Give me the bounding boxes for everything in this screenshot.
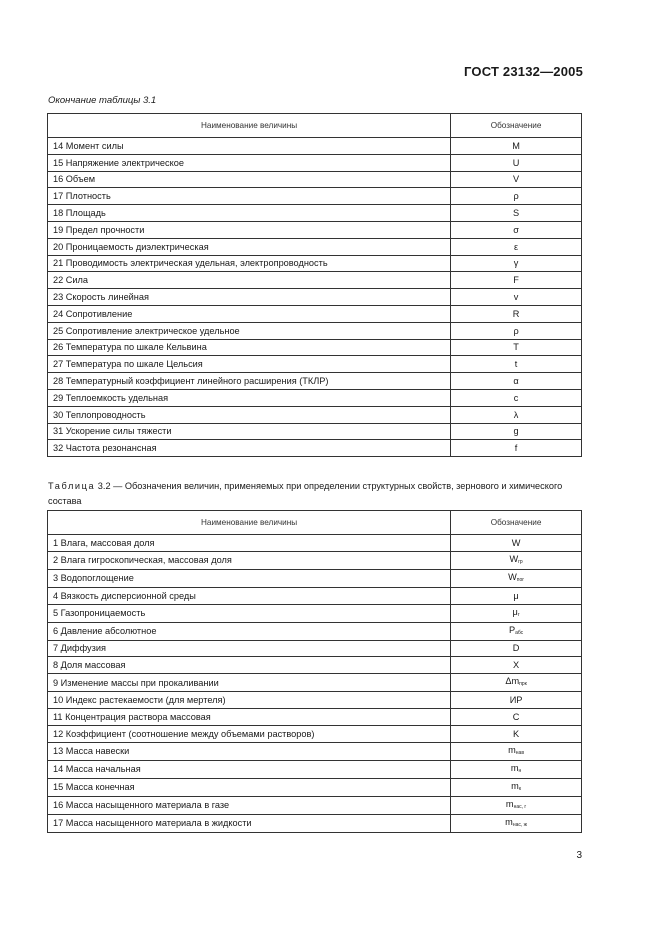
quantity-symbol — [451, 692, 582, 709]
table-row — [48, 138, 582, 155]
quantity-symbol — [451, 569, 582, 587]
quantity-name: 21 Проводимость электрическая удельная, электропроводность — [48, 255, 451, 272]
table-row — [48, 423, 582, 440]
symbol-main: W — [508, 571, 517, 582]
table-row — [48, 356, 582, 373]
symbol-subscript: нас, ж — [512, 821, 527, 828]
quantity-name: 23 Скорость линейная — [48, 289, 451, 306]
quantity-name: 9 Изменение массы при прокаливании — [48, 674, 451, 692]
column-header-name: Наименование величины — [48, 114, 451, 138]
quantity-symbol — [451, 154, 582, 171]
quantity-name: 26 Температура по шкале Кельвина — [48, 339, 451, 356]
quantity-name: 24 Сопротивление — [48, 305, 451, 322]
quantity-name: 13 Масса навески — [48, 742, 451, 760]
column-header-symbol: Обозначение — [451, 511, 582, 535]
table-row — [48, 255, 582, 272]
symbol-main: m — [505, 798, 514, 809]
symbol-main: m — [510, 762, 519, 773]
symbol-main: m — [511, 780, 519, 791]
quantity-symbol — [451, 760, 582, 778]
quantity-name: 6 Давление абсолютное — [48, 622, 451, 640]
symbol-main: g — [513, 426, 519, 437]
quantity-symbol — [451, 255, 582, 272]
quantity-name: 30 Теплопроводность — [48, 406, 451, 423]
table-row — [48, 657, 582, 674]
table1-caption: Окончание таблицы 3.1 — [48, 95, 157, 106]
symbol-subscript: нав — [515, 749, 524, 756]
symbol-main: T — [513, 342, 519, 353]
quantity-symbol — [451, 535, 582, 552]
symbol-subscript: г — [517, 611, 520, 618]
symbol-subscript: к — [518, 785, 521, 792]
page-number: 3 — [576, 850, 582, 861]
table-row — [48, 742, 582, 760]
symbol-main: ε — [514, 241, 519, 252]
quantity-name: 29 Теплоемкость удельная — [48, 389, 451, 406]
column-header-symbol: Обозначение — [451, 114, 582, 138]
quantity-symbol — [451, 221, 582, 238]
symbol-subscript: н — [518, 767, 522, 774]
symbol-subscript: гр — [518, 558, 523, 565]
symbol-main: m — [508, 744, 516, 755]
table-row — [48, 373, 582, 390]
quantity-symbol — [451, 440, 582, 457]
table-row — [48, 305, 582, 322]
quantity-symbol — [451, 622, 582, 640]
quantity-symbol — [451, 272, 582, 289]
symbol-main: μ — [512, 606, 518, 617]
document-code: ГОСТ 23132—2005 — [464, 64, 583, 79]
symbol-main: K — [513, 728, 520, 739]
quantity-name: 18 Площадь — [48, 205, 451, 222]
symbol-main: S — [513, 208, 520, 219]
quantity-name: 25 Сопротивление электрическое удельное — [48, 322, 451, 339]
quantity-name: 10 Индекс растекаемости (для мертеля) — [48, 692, 451, 709]
symbol-main: γ — [513, 258, 519, 269]
table-row — [48, 154, 582, 171]
table-row — [48, 272, 582, 289]
table-3-2 — [47, 510, 582, 833]
quantity-name: 22 Сила — [48, 272, 451, 289]
table-row — [48, 289, 582, 306]
table-row — [48, 587, 582, 604]
symbol-main: U — [512, 157, 520, 168]
table-row — [48, 796, 582, 814]
table-row — [48, 322, 582, 339]
symbol-main: μ — [513, 590, 519, 601]
symbol-main: D — [512, 643, 520, 654]
symbol-main: v — [513, 292, 519, 303]
quantity-symbol — [451, 587, 582, 604]
table-row — [48, 814, 582, 832]
table-3-1 — [47, 113, 582, 457]
symbol-main: R — [512, 308, 520, 319]
table-row — [48, 188, 582, 205]
quantity-symbol — [451, 289, 582, 306]
symbol-main: ИР — [509, 695, 523, 706]
symbol-main: C — [512, 711, 520, 722]
table-row — [48, 551, 582, 569]
table-row — [48, 205, 582, 222]
quantity-name: 3 Водопоглощение — [48, 569, 451, 587]
symbol-main: W — [509, 553, 519, 564]
symbol-main: M — [512, 140, 520, 151]
quantity-name: 5 Газопроницаемость — [48, 604, 451, 622]
quantity-symbol — [451, 725, 582, 742]
quantity-symbol — [451, 742, 582, 760]
quantity-symbol — [451, 657, 582, 674]
table-row — [48, 778, 582, 796]
quantity-name: 32 Частота резонансная — [48, 440, 451, 457]
quantity-name: 17 Плотность — [48, 188, 451, 205]
quantity-name: 16 Масса насыщенного материала в газе — [48, 796, 451, 814]
quantity-name: 31 Ускорение силы тяжести — [48, 423, 451, 440]
quantity-name: 19 Предел прочности — [48, 221, 451, 238]
quantity-symbol — [451, 238, 582, 255]
symbol-main: t — [514, 359, 518, 370]
quantity-name: 14 Момент силы — [48, 138, 451, 155]
symbol-main: α — [513, 376, 519, 387]
quantity-symbol — [451, 551, 582, 569]
quantity-name: 28 Температурный коэффициент линейного расширения (ТКЛР) — [48, 373, 451, 390]
table-header-row — [48, 114, 582, 138]
quantity-name: 20 Проницаемость диэлектрическая — [48, 238, 451, 255]
symbol-subscript: прк — [519, 681, 527, 688]
symbol-main: c — [513, 392, 519, 403]
table-title: 3.2 — Обозначения величин, применяемых при определении структурных свойств, зернового и химического состава — [48, 481, 563, 506]
quantity-symbol — [451, 796, 582, 814]
table-row — [48, 389, 582, 406]
quantity-symbol — [451, 138, 582, 155]
quantity-symbol — [451, 640, 582, 657]
symbol-main: P — [508, 624, 516, 635]
symbol-main: σ — [513, 224, 519, 235]
quantity-symbol — [451, 814, 582, 832]
quantity-name: 16 Объем — [48, 171, 451, 188]
symbol-main: m — [505, 816, 513, 827]
quantity-symbol — [451, 188, 582, 205]
table-row — [48, 692, 582, 709]
symbol-subscript: нас, г — [513, 803, 527, 810]
quantity-symbol — [451, 373, 582, 390]
table-row — [48, 440, 582, 457]
table-row — [48, 171, 582, 188]
quantity-symbol — [451, 778, 582, 796]
table-row — [48, 339, 582, 356]
symbol-subscript: абс — [515, 629, 524, 636]
table-row — [48, 238, 582, 255]
quantity-name: 11 Концентрация раствора массовая — [48, 708, 451, 725]
quantity-name: 1 Влага, массовая доля — [48, 535, 451, 552]
quantity-symbol — [451, 604, 582, 622]
table-row — [48, 406, 582, 423]
quantity-symbol — [451, 708, 582, 725]
quantity-name: 27 Температура по шкале Цельсия — [48, 356, 451, 373]
quantity-symbol — [451, 339, 582, 356]
column-header-name: Наименование величины — [48, 511, 451, 535]
quantity-symbol — [451, 406, 582, 423]
quantity-name: 15 Масса конечная — [48, 778, 451, 796]
symbol-subscript: пог — [516, 576, 525, 583]
quantity-name: 4 Вязкость дисперсионной среды — [48, 587, 451, 604]
quantity-symbol — [451, 205, 582, 222]
symbol-main: X — [513, 660, 520, 671]
symbol-main: λ — [513, 409, 519, 420]
quantity-name: 15 Напряжение электрическое — [48, 154, 451, 171]
quantity-name: 14 Масса начальная — [48, 760, 451, 778]
table-header-row — [48, 511, 582, 535]
quantity-symbol — [451, 389, 582, 406]
quantity-name: 8 Доля массовая — [48, 657, 451, 674]
table-row — [48, 569, 582, 587]
quantity-symbol — [451, 322, 582, 339]
table-label: Таблица — [48, 481, 96, 491]
symbol-main: ρ — [513, 191, 519, 202]
quantity-symbol — [451, 423, 582, 440]
symbol-main: W — [511, 537, 521, 548]
table-row — [48, 535, 582, 552]
table-row — [48, 674, 582, 692]
symbol-main: Δm — [505, 676, 520, 687]
quantity-name: 17 Масса насыщенного материала в жидкости — [48, 814, 451, 832]
table-row — [48, 221, 582, 238]
table-row — [48, 725, 582, 742]
table-row — [48, 622, 582, 640]
table2-caption — [48, 479, 588, 509]
symbol-main: F — [513, 275, 519, 286]
table-row — [48, 604, 582, 622]
quantity-symbol — [451, 171, 582, 188]
quantity-symbol — [451, 305, 582, 322]
quantity-symbol — [451, 674, 582, 692]
table-row — [48, 640, 582, 657]
symbol-main: ρ — [513, 325, 519, 336]
table-row — [48, 760, 582, 778]
quantity-name: 2 Влага гигроскопическая, массовая доля — [48, 551, 451, 569]
quantity-symbol — [451, 356, 582, 373]
table-row — [48, 708, 582, 725]
symbol-main: V — [513, 174, 520, 185]
symbol-main: f — [514, 443, 518, 454]
quantity-name: 7 Диффузия — [48, 640, 451, 657]
quantity-name: 12 Коэффициент (соотношение между объемами растворов) — [48, 725, 451, 742]
